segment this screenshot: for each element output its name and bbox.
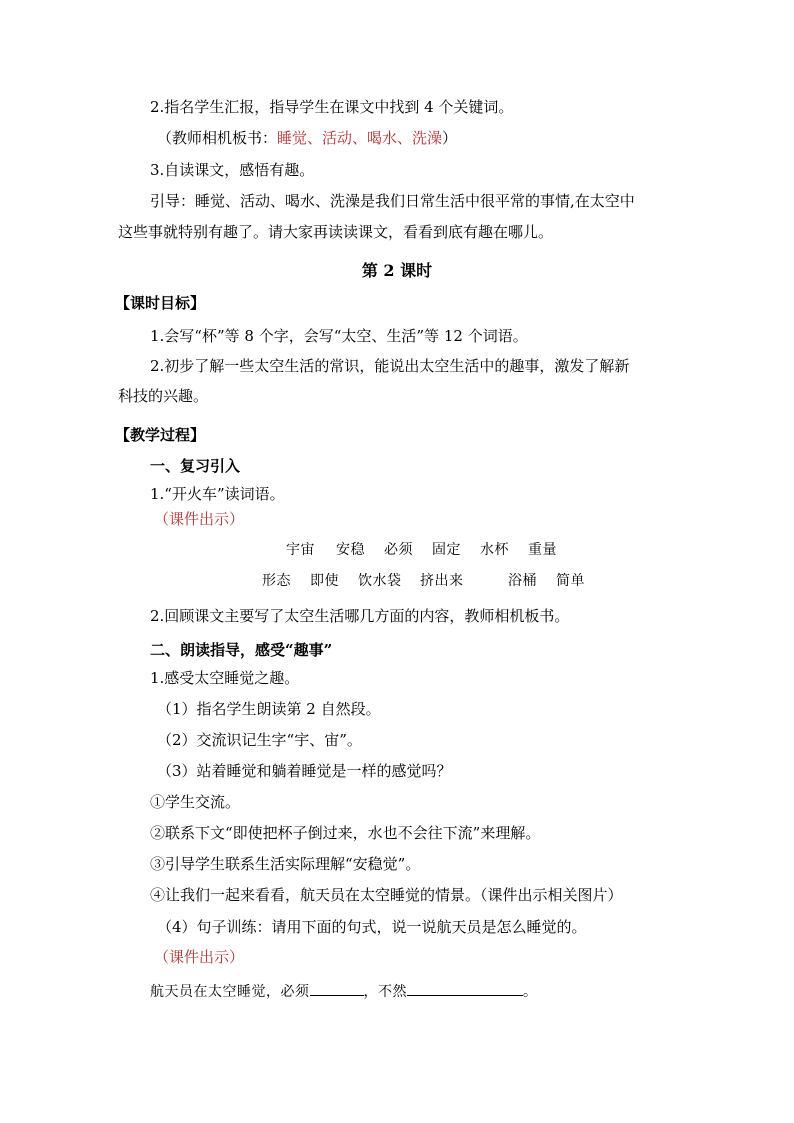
pattern-part-b: ，不然 — [363, 984, 407, 1000]
train-line: 1.“开火车”读词语。 — [150, 485, 285, 503]
board-keywords: 睡觉、活动、喝水、洗澡 — [277, 129, 443, 147]
board-line — [157, 128, 457, 148]
guide-line-2: 这些事就特别有趣了。请大家再读读课文，看看到底有趣在哪儿。 — [118, 223, 554, 241]
board-prefix: （教师相机板书： — [157, 129, 278, 147]
vocab-word: 必须 — [384, 542, 413, 558]
vocab-word: 形态 — [262, 573, 291, 589]
lesson-title: 第 2 课时 — [361, 261, 433, 280]
pattern-part-a: 航天员在太空睡觉，必须 — [150, 984, 310, 1000]
guide-line-1: 引导：睡觉、活动、喝水、洗澡是我们日常生活中很平常的事情,在太空中 — [150, 192, 635, 210]
board-suffix: ） — [442, 129, 458, 147]
sub-step-4: ④让我们一起来看看，航天员在太空睡觉的情景。（课件出示相关图片） — [150, 886, 623, 904]
vocab-word: 重量 — [528, 542, 557, 558]
process-heading: 【教学过程】 — [115, 426, 206, 444]
report-line: 2.指名学生汇报，指导学生在课文中找到 4 个关键词。 — [150, 98, 514, 116]
vocab-word: 即使 — [310, 573, 339, 589]
vocab-word: 饮水袋 — [358, 573, 402, 589]
step-4: （4）句子训练：请用下面的句式，说一说航天员是怎么睡觉的。 — [157, 918, 587, 936]
section1-heading: 一、复习引入 — [150, 457, 241, 475]
fill-blank-1[interactable] — [310, 981, 364, 996]
review-line: 2.回顾课文主要写了太空生活哪几方面的内容，教师相机板书。 — [150, 607, 570, 625]
courseware-note-1: （课件出示） — [154, 510, 245, 528]
sub-step-3: ③引导学生联系生活实际理解“安稳觉”。 — [150, 855, 421, 873]
section2-heading: 二、朗读指导，感受“趣事” — [150, 641, 333, 659]
sub-step-1: ①学生交流。 — [150, 793, 241, 811]
vocab-word: 挤出来 — [420, 573, 464, 589]
sentence-pattern — [150, 981, 538, 1002]
selfread-line: 3.自读课文，感悟有趣。 — [150, 161, 315, 179]
vocab-word: 安稳 — [336, 542, 365, 558]
goals-heading: 【课时目标】 — [115, 294, 206, 312]
vocab-word: 水杯 — [480, 542, 509, 558]
step-3: （3）站着睡觉和躺着睡觉是一样的感觉吗？ — [157, 762, 452, 780]
vocab-row-2 — [262, 571, 585, 591]
vocab-word: 简单 — [556, 573, 585, 589]
sub-step-2: ②联系下文“即使把杯子倒过来，水也不会往下流”来理解。 — [150, 824, 541, 842]
courseware-note-2: （课件出示） — [154, 948, 245, 966]
fill-blank-2[interactable] — [407, 981, 523, 996]
vocab-word: 宇宙 — [286, 542, 315, 558]
vocab-row-1 — [286, 540, 557, 560]
vocab-word: 固定 — [432, 542, 461, 558]
sleep-line: 1.感受太空睡觉之趣。 — [150, 669, 300, 687]
goal-2-line-2: 科技的兴趣。 — [118, 387, 209, 405]
goal-2-line-1: 2.初步了解一些太空生活的常识，能说出太空生活中的趣事，激发了解新 — [150, 357, 630, 375]
step-1: （1）指名学生朗读第 2 自然段。 — [157, 700, 381, 718]
goal-1: 1.会写“杯”等 8 个字，会写“太空、生活”等 12 个词语。 — [150, 327, 528, 345]
vocab-word: 浴桶 — [508, 573, 537, 589]
pattern-part-c: 。 — [523, 984, 538, 1000]
step-2: （2）交流识记生字“宇、宙”。 — [157, 731, 362, 749]
